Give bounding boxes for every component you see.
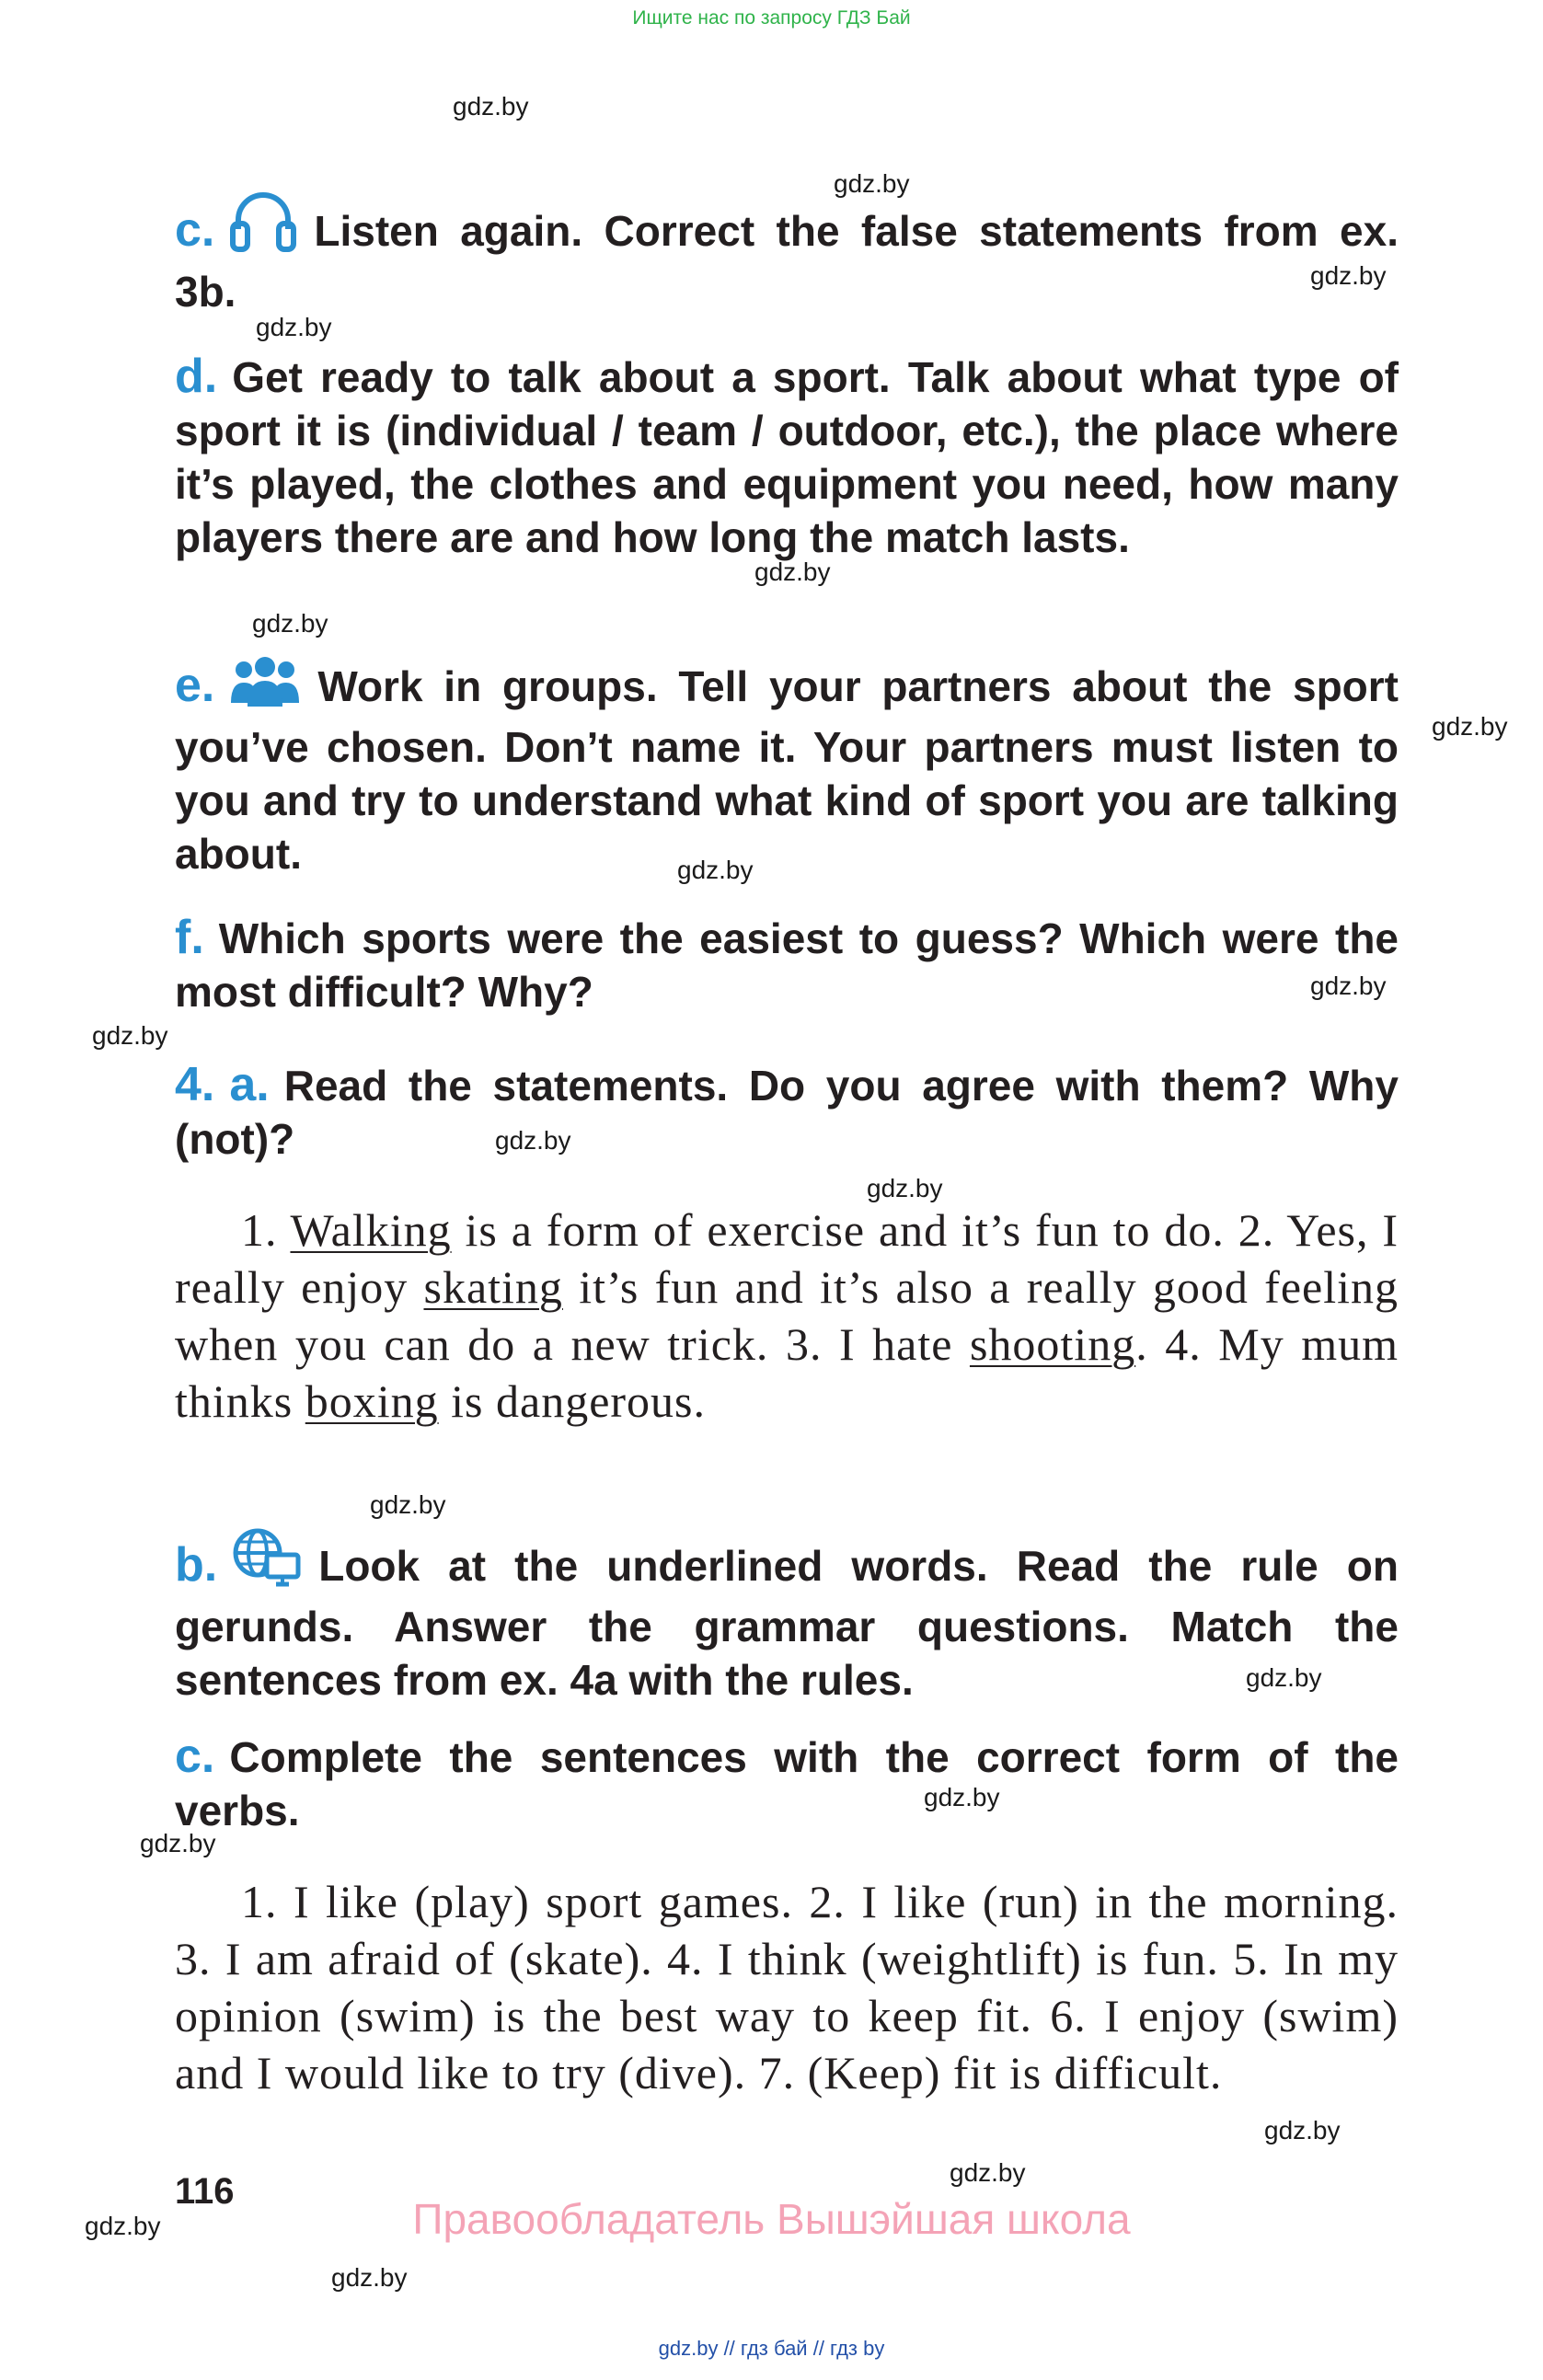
item-letter: f.	[175, 911, 204, 964]
watermark: gdz.by	[1432, 712, 1508, 741]
watermark: gdz.by	[1310, 972, 1387, 1000]
exercise-number: 4.	[175, 1058, 215, 1111]
watermark: gdz.by	[677, 856, 754, 884]
statement-text: .	[1135, 1318, 1166, 1370]
watermark: gdz.by	[256, 313, 332, 341]
group-icon	[229, 657, 301, 720]
watermark: gdz.by	[1310, 261, 1387, 290]
instruction-text: Read the statements. Do you agree with them? Why (not)?	[175, 1062, 1399, 1163]
exercise-3f	[175, 911, 1399, 1018]
statement-text: 3. I hate	[785, 1318, 970, 1370]
copyright-notice: Правообладатель Вышэйшая школа	[412, 2195, 1131, 2243]
watermark: gdz.by	[924, 1783, 1000, 1811]
watermark: gdz.by	[950, 2158, 1026, 2187]
sentences-block	[175, 1873, 1399, 2101]
instruction-text: Look at the underlined words. Read the rule on gerunds. Answer the grammar questions. Match the sentences from ex. 4a with the rules.	[175, 1542, 1399, 1704]
instruction-text: Listen again. Correct the false statements from ex. 3b.	[175, 207, 1399, 316]
statement-text: it’s fun and it’s also a really good feeling when you can do a new trick.	[175, 1261, 1399, 1370]
exercise-3d	[175, 350, 1399, 564]
watermark: gdz.by	[331, 2263, 408, 2292]
watermark: gdz.by	[495, 1126, 571, 1155]
item-letter: a.	[229, 1058, 270, 1111]
page-number: 116	[175, 2171, 235, 2212]
exercise-3c	[175, 189, 1399, 318]
statement-text: 4. My mum thinks	[175, 1318, 1399, 1427]
statement-text: is dangerous.	[438, 1375, 706, 1427]
statement-text: 1.	[241, 1204, 291, 1256]
watermark: gdz.by	[92, 1021, 168, 1050]
watermark: gdz.by	[1264, 2116, 1341, 2144]
watermark: gdz.by	[754, 558, 831, 586]
top-banner: Ищите нас по запросу ГДЗ Бай	[632, 7, 911, 29]
instruction-text: Work in groups. Tell your partners about the sport you’ve chosen. Don’t name it. Your partners must listen to you and try to understand what kind of sport you are talking about.	[175, 662, 1399, 878]
underlined-word: Walking	[290, 1204, 452, 1256]
watermark: gdz.by	[252, 609, 328, 638]
underlined-word: shooting	[969, 1318, 1136, 1370]
exercise-4b	[175, 1527, 1399, 1707]
instruction-text: Get ready to talk about a sport. Talk about what type of sport it is (individual / team / outdoor, etc.), the place where it’s played, the clothes and equipment you need, how many players there are and how long the match lasts.	[175, 353, 1399, 561]
exercise-4c	[175, 1730, 1399, 1837]
watermark: gdz.by	[85, 2212, 161, 2240]
exercise-4a	[175, 1058, 1399, 1166]
item-letter: c.	[175, 1730, 215, 1783]
instruction-text: Complete the sentences with the correct form of the verbs.	[175, 1733, 1399, 1834]
watermark: gdz.by	[140, 1829, 216, 1857]
item-letter: b.	[175, 1538, 218, 1592]
watermark: gdz.by	[453, 92, 529, 121]
instruction-text: Which sports were the easiest to guess? Which were the most difficult? Why?	[175, 914, 1399, 1016]
underlined-word: skating	[423, 1261, 563, 1313]
headphones-icon	[229, 189, 297, 265]
footer-links: gdz.by // гдз бай // гдз by	[658, 2337, 885, 2360]
statement-text: 2. Yes, I really enjoy	[175, 1204, 1399, 1313]
watermark: gdz.by	[370, 1490, 446, 1519]
exercise-3e	[175, 657, 1399, 880]
underlined-word: boxing	[305, 1375, 439, 1427]
item-letter: e.	[175, 659, 215, 712]
watermark: gdz.by	[1246, 1663, 1322, 1692]
watermark: gdz.by	[867, 1174, 943, 1202]
statement-text: is a form of exercise and it’s fun to do.	[451, 1204, 1238, 1256]
watermark: gdz.by	[834, 169, 910, 198]
sentences-text: 1. I like (play) sport games. 2. I like (run) in the morning. 3. I am afraid of (skate). 4. I think (weightlift) is fun. 5. In my opinion (swim) is the best way to keep fit. 6. I enjoy (swim) and I would like to try (dive). 7. (Keep) fit is difficult.	[175, 1876, 1399, 2098]
statements-block	[175, 1201, 1399, 1430]
item-letter: c.	[175, 203, 215, 257]
item-letter: d.	[175, 350, 218, 403]
globe-monitor-icon	[232, 1527, 302, 1600]
